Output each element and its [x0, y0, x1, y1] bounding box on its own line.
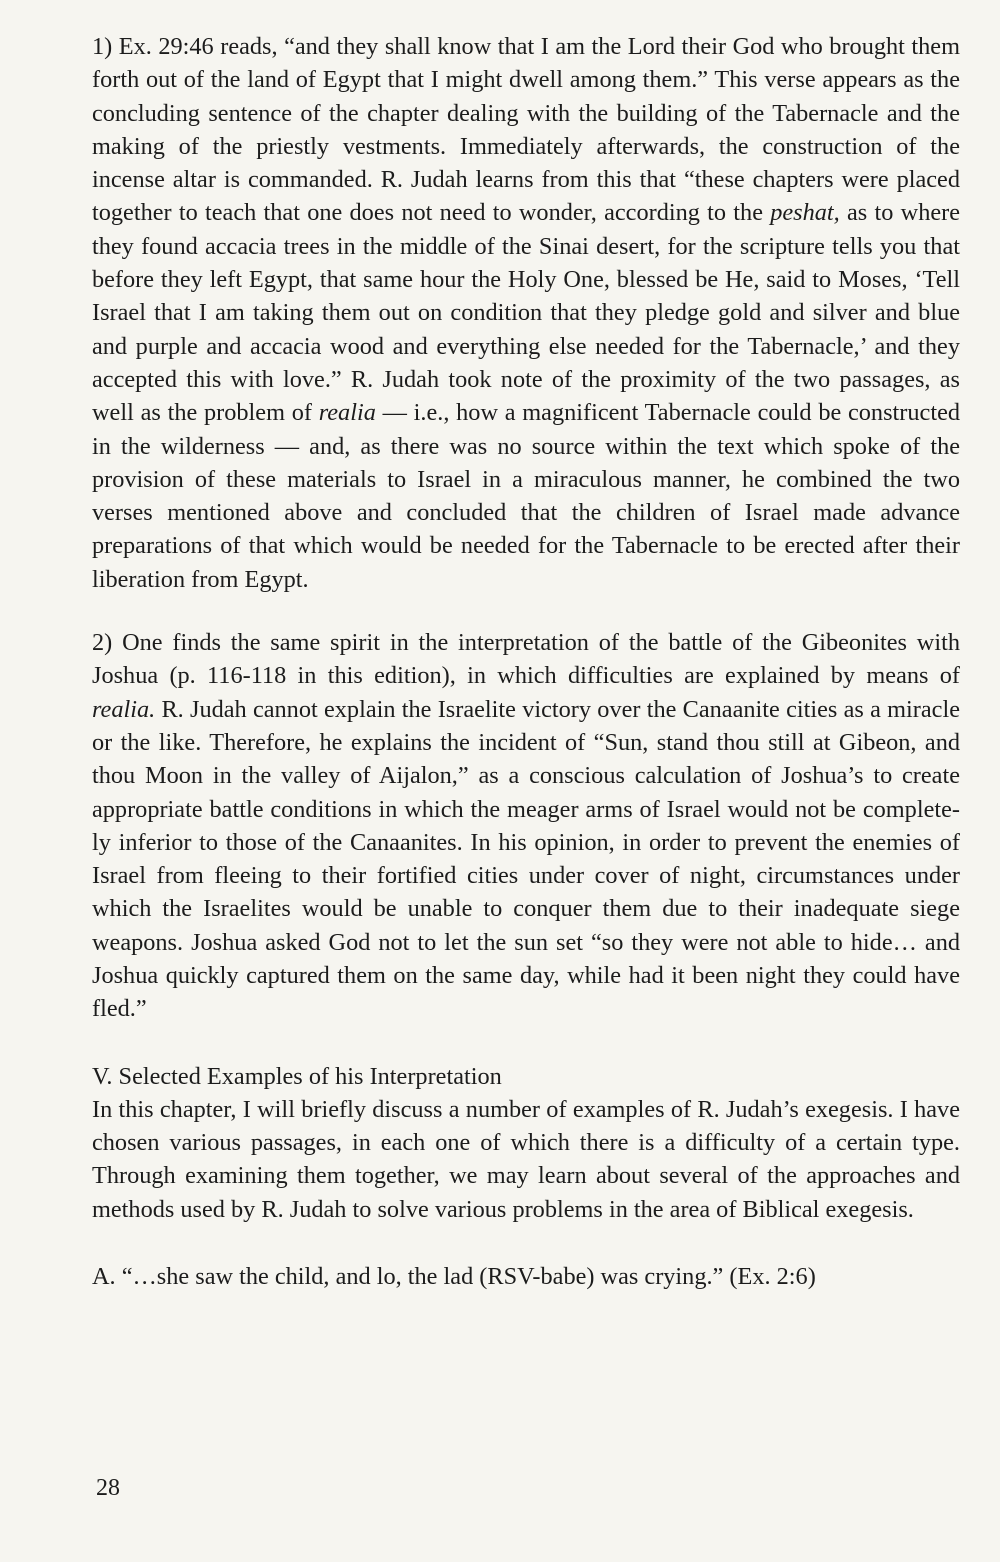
- spacer: [92, 1226, 960, 1260]
- spacer: [92, 1026, 960, 1060]
- paragraph-2: [92, 626, 960, 1026]
- paragraph-1-text-c: — i.e., how a magnificent Tabernacle could be constructed in the wilderness — and, as there was no source within the text which spoke of the provision of these materials to Israel in a miraculous manner, he combined the two verses mentioned above and concluded that the children of Israel made advance preparations of that which would be needed for the Tabernacle to be erected after their liberation from Egypt.: [92, 399, 960, 593]
- paragraph-2-text-a: 2) One finds the same spirit in the interpretation of the battle of the Gibeonites with Joshua (p. 116-118 in this edition), in which difficulties are explained by means of: [92, 629, 960, 690]
- paragraph-2-text-b: R. Judah cannot explain the Israelite victory over the Canaanite cities as a miracle or the like. Therefore, he explains the incident of “Sun, stand thou still at Gibeon, and thou Moon in the valley of Aijalon,” as a conscious calculation of Joshua’s to create appropriate battle conditions in which the meager arms of Israel would not be completely inferior to those of the Canaanites. In his opinion, in order to prevent the enemies of Israel from fleeing to their fortified cities under cover of night, circumstances under which the Israelites would be unable to conquer them due to their inadequate siege weapons. Joshua asked God not to let the sun set “so they were not able to hide… and Joshua quickly captured them on the same day, while had it been night they could have fled.”: [92, 695, 960, 1023]
- section-intro: In this chapter, I will briefly discuss a number of examples of R. Judah’s exegesis. I have chosen various passages, in each one of which there is a difficulty of a certain type. Through examining them together, we may learn about several of the approaches and methods used by R. Judah to solve various problems in the area of Biblical exegesis.: [92, 1095, 960, 1223]
- paragraph-2-italic-realia: realia.: [92, 695, 156, 723]
- paragraph-1-italic-peshat: peshat,: [770, 199, 840, 227]
- paragraph-1-text-a: 1) Ex. 29:46 reads, “and they shall know that I am the Lord their God who brought them forth out of the land of Egypt that I might dwell among them.” This verse appears as the concluding sentence of the chapter dealing with the building of the Tabernacle and the making of the priestly vestments. Immediately afterwards, the construction of the incense altar is commanded. R. Judah learns from this that “these chapters were placed together to teach that one does not need to wonder, according to the: [92, 33, 960, 227]
- section-heading: V. Selected Examples of his Interpretation: [92, 1062, 502, 1090]
- page-body: [92, 30, 960, 1293]
- paragraph-1: [92, 30, 960, 596]
- spacer: [92, 596, 960, 626]
- subsection-a-heading: A. “…she saw the child, and lo, the lad (RSV-babe) was crying.” (Ex. 2:6): [92, 1262, 816, 1290]
- paragraph-1-text-b: as to where they found accacia trees in the middle of the Sinai desert, for the scripture tells you that before they left Egypt, that same hour the Holy One, blessed be He, said to Moses, ‘Tell Israel that I am taking them out on condition that they pledge gold and silver and blue and purple and accacia wood and everything else needed for the Tabernacle,’ and they accepted this with love.” R. Judah took note of the proximity of the two passages, as well as the problem of: [92, 199, 960, 427]
- page-number: 28: [96, 1475, 120, 1501]
- paragraph-1-italic-realia: realia: [318, 399, 376, 427]
